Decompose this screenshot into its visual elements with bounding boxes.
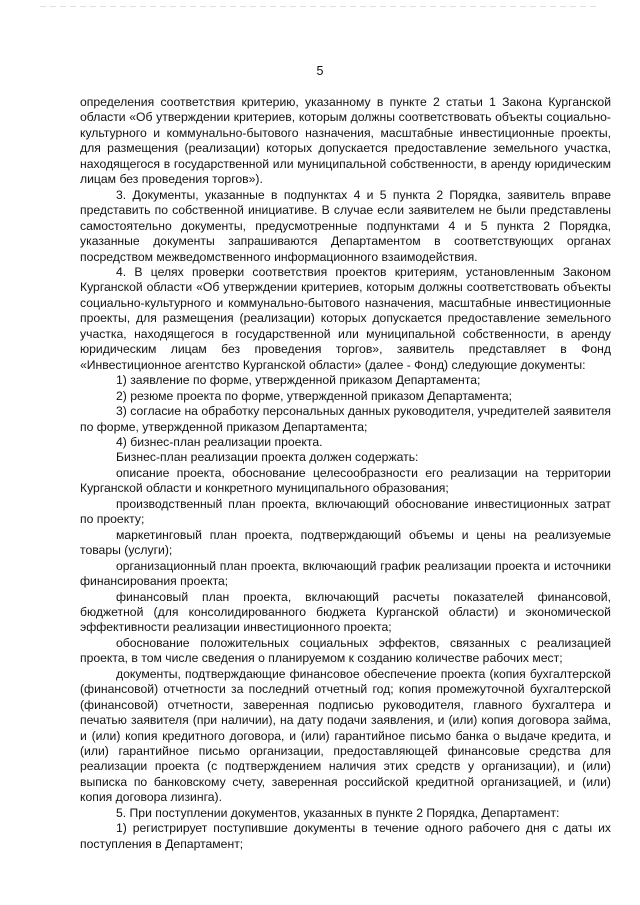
paragraph: 5. При поступлении документов, указанных в пункте 2 Порядка, Департамент: xyxy=(116,805,560,820)
list-item: описание проекта, обоснование целесообразности его реализации на территории Курганской области и конкретного муниципального образования; xyxy=(80,465,611,496)
list-item: 1) заявление по форме, утвержденной приказом Департамента; xyxy=(116,373,481,388)
document-body xyxy=(80,95,611,852)
list-item: 1) регистрирует поступившие документы в течение одного рабочего дня с даты их поступления в Департамент; xyxy=(80,821,611,851)
list-item: обоснование положительных социальных эффектов, связанных с реализацией проекта, в том числе сведения о планируемом к созданию количестве рабочих мест; xyxy=(80,635,611,666)
list-item: 3) согласие на обработку персональных данных руководителя, учредителей заявителя по форме, утвержденной приказом Департамента; xyxy=(80,404,611,434)
list-item: производственный план проекта, включающий обоснование инвестиционных затрат по проекту; xyxy=(80,496,611,527)
paragraph: Бизнес-план реализации проекта должен содержать: xyxy=(116,450,419,465)
paragraph: 4. В целях проверки соответствия проектов критериям, установленным Законом Курганской области «Об утверждении критериев, которым должны соответствовать объекты социально-культурного и коммунально-бытового назначения, масштабные инвестиционные проекты, для размещения (реализации) которых допускается предоставление земельного участка, находящегося в государственной или муниципальной собственности, в аренду юридическим лицам без проведения торгов», заявитель представляет в Фонд «Инвестиционное агентство Курганской области» (далее - Фонд) следующие документы: xyxy=(80,264,611,372)
list-item: документы, подтверждающие финансовое обеспечение проекта (копия бухгалтерской (финансовой) отчетности за последний отчетный год; копия промежуточной бухгалтерской (финансовой) отчетности, заверенная подписью руководителя, главного бухгалтера и печатью заявителя (при наличии), на дату подачи заявления, и (или) копия договора займа, и (или) копия кредитного договора, и (или) гарантийное письмо банка о выдаче кредита, и (или) гарантийное письмо организации, предоставляющей финансовые средства для реализации проекта (с подтверждением наличия этих средств у организации), и (или) выписка по банковскому счету, заверенная российской кредитной организацией, и (или) копия договора лизинга). xyxy=(80,666,611,805)
list-item: маркетинговый план проекта, подтверждающий объемы и цены на реализуемые товары (услуги); xyxy=(80,527,611,558)
list-item: 4) бизнес-план реализации проекта. xyxy=(116,434,323,449)
paragraph: 3. Документы, указанные в подпунктах 4 и 5 пункта 2 Порядка, заявитель вправе представить по собственной инициативе. В случае если заявителем не были представлены самостоятельно документы, предусмотренные подпунктами 4 и 5 пункта 2 Порядка, указанные документы запрашиваются Департаментом в соответствующих органах посредством межведомственного информационного взаимодействия. xyxy=(80,187,611,264)
paragraph: определения соответствия критерию, указанному в пункте 2 статьи 1 Закона Курганской области «Об утверждении критериев, которым должны соответствовать объекты социально-культурного и коммунально-бытового назначения, масштабные инвестиционные проекты, для размещения (реализации) которых допускается предоставление земельного участка, находящегося в государственной или муниципальной собственности, в аренду юридическим лицам без проведения торгов»). xyxy=(80,95,611,187)
list-item: организационный план проекта, включающий график реализации проекта и источники финансирования проекта; xyxy=(80,558,611,589)
page-number: 5 xyxy=(316,64,324,78)
list-item: 2) резюме проекта по форме, утвержденной приказом Департамента; xyxy=(116,388,513,403)
scan-artifact-line xyxy=(40,6,600,7)
list-item: финансовый план проекта, включающий расчеты показателей финансовой, бюджетной (для консолидированного бюджета Курганской области) и экономической эффективности реализации инвестиционного проекта; xyxy=(80,589,611,635)
